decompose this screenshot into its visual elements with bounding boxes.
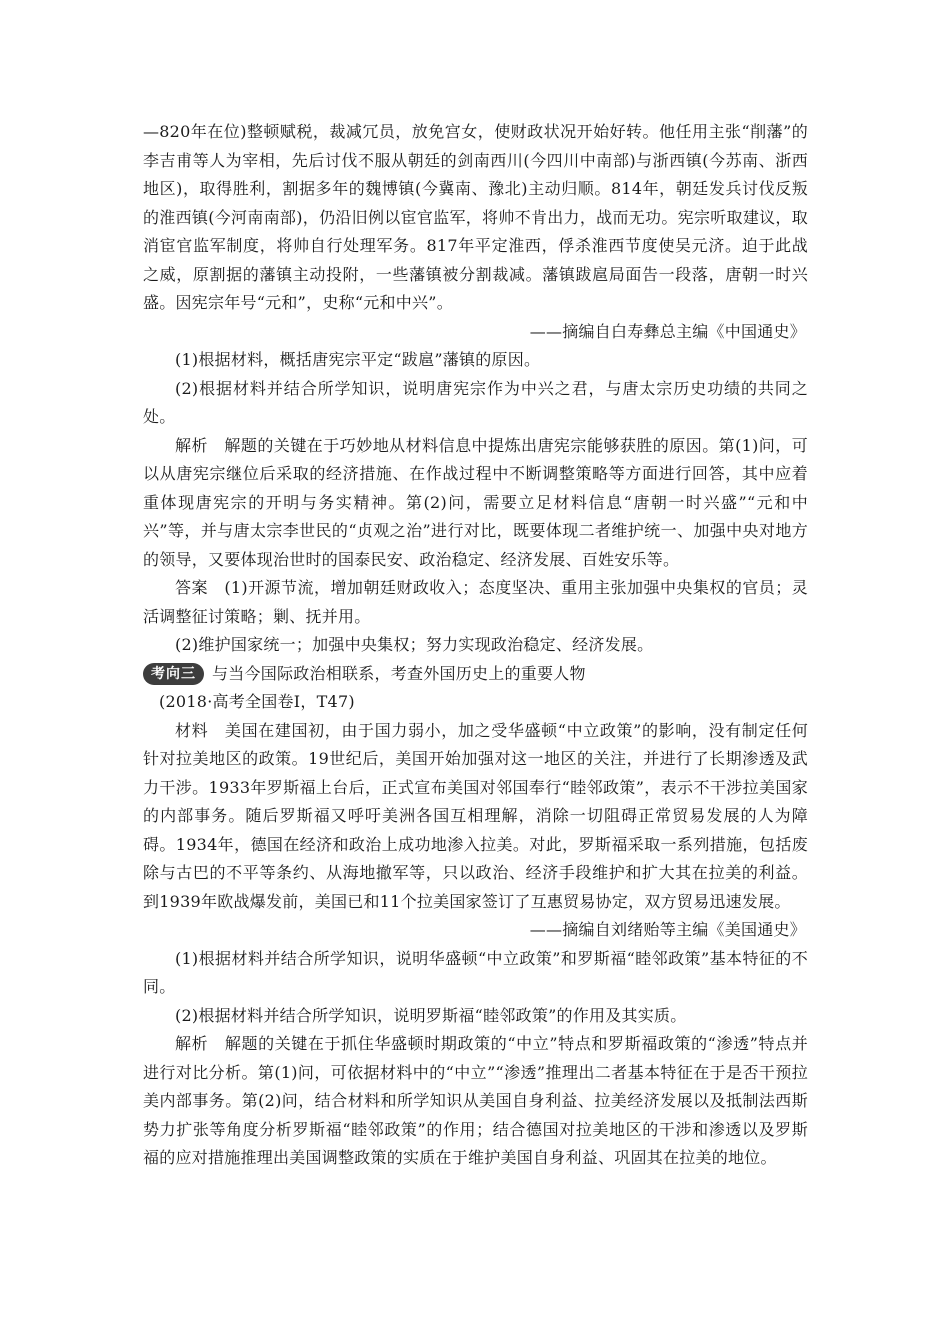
section-badge: 考向三: [143, 663, 204, 685]
section-heading-text: 与当今国际政治相联系，考查外国历史上的重要人物: [212, 663, 586, 683]
question-2-section3: (2)根据材料并结合所学知识，说明罗斯福“睦邻政策”的作用及其实质。: [175, 1005, 687, 1025]
answer-paragraph-1: 答案 (1)开源节流，增加朝廷财政收入；态度坚决、重用主张加强中央集权的官员；灵活调整征讨策略；剿、抚并用。: [143, 578, 808, 626]
analysis-paragraph-section3: 解析 解题的关键在于抓住华盛顿时期政策的“中立”特点和罗斯福政策的“渗透”特点并进行对比分析。第(1)问，可依据材料中的“中立”“渗透”推理出二者基本特征在于是否干预拉美内部事务。第(2)问，结合材料和所学知识从美国自身利益、拉美经济发展以及抵制法西斯势力扩张等角度分析罗斯福“睦邻政策”的作用；结合德国对拉美地区的干涉和渗透以及罗斯福的应对措施推理出美国调整政策的实质在于维护美国自身利益、巩固其在拉美的地位。: [143, 1034, 808, 1167]
answer-paragraph-2: (2)维护国家统一；加强中央集权；努力实现政治稳定、经济发展。: [175, 635, 654, 654]
document-page: [143, 118, 808, 1173]
question-1-section3: (1)根据材料并结合所学知识，说明华盛顿“中立政策”和罗斯福“睦邻政策”基本特征的不同。: [143, 948, 808, 996]
material-paragraph-continued: —820年在位)整顿赋税，裁减冗员，放免宫女，使财政状况开始好转。他任用主张“削藩”的李吉甫等人为宰相，先后讨伐不服从朝廷的剑南西川(今四川中南部)与浙西镇(今苏南、浙西地区)，取得胜利，割据多年的魏博镇(今冀南、豫北)主动归顺。814年，朝廷发兵讨伐反叛的淮西镇(今河南南部)，仍沿旧例以宦官监军，将帅不肯出力，战而无功。宪宗听取建议，取消宦官监军制度，将帅自行处理军务。817年平定淮西，俘杀淮西节度使吴元济。迫于此战之威，原割据的藩镇主动投附，一些藩镇被分割裁减。藩镇跋扈局面告一段落，唐朝一时兴盛。因宪宗年号“元和”，史称“元和中兴”。: [143, 122, 808, 312]
analysis-paragraph: 解析 解题的关键在于巧妙地从材料信息中提炼出唐宪宗能够获胜的原因。第(1)问，可以从唐宪宗继位后采取的经济措施、在作战过程中不断调整策略等方面进行回答，其中应着重体现唐宪宗的开明与务实精神。第(2)问，需要立足材料信息“唐朝一时兴盛”“元和中兴”等，并与唐太宗李世民的“贞观之治”进行对比，既要体现二者维护统一、加强中央对地方的领导，又要体现治世时的国泰民安、政治稳定、经济发展、百姓安乐等。: [143, 435, 808, 569]
section-heading: [143, 660, 808, 689]
material-source-2: ——摘编自刘绪贻等主编《美国通史》: [529, 920, 806, 939]
material-paragraph: 材料 美国在建国初，由于国力弱小，加之受华盛顿“中立政策”的影响，没有制定任何针对拉美地区的政策。19世纪后，美国开始加强对这一地区的关注，并进行了长期渗透及武力干涉。1933年罗斯福上台后，正式宣布美国对邻国奉行“睦邻政策”，表示不干涉拉美国家的内部事务。随后罗斯福又呼吁美洲各国互相理解，消除一切阻碍正常贸易发展的人为障碍。1934年，德国在经济和政治上成功地渗入拉美。对此，罗斯福采取一系列措施，包括废除与古巴的不平等条约、从海地撤军等，只以政治、经济手段维护和扩大其在拉美的利益。到1939年欧战爆发前，美国已和11个拉美国家签订了互惠贸易协定，双方贸易迅速发展。: [143, 720, 808, 911]
exam-reference: (2018·高考全国卷Ⅰ，T47): [159, 692, 355, 711]
question-1: (1)根据材料，概括唐宪宗平定“跋扈”藩镇的原因。: [175, 350, 541, 369]
material-source: ——摘编自白寿彝总主编《中国通史》: [529, 321, 806, 341]
question-2: (2)根据材料并结合所学知识，说明唐宪宗作为中兴之君，与唐太宗历史功绩的共同之处。: [143, 378, 808, 426]
